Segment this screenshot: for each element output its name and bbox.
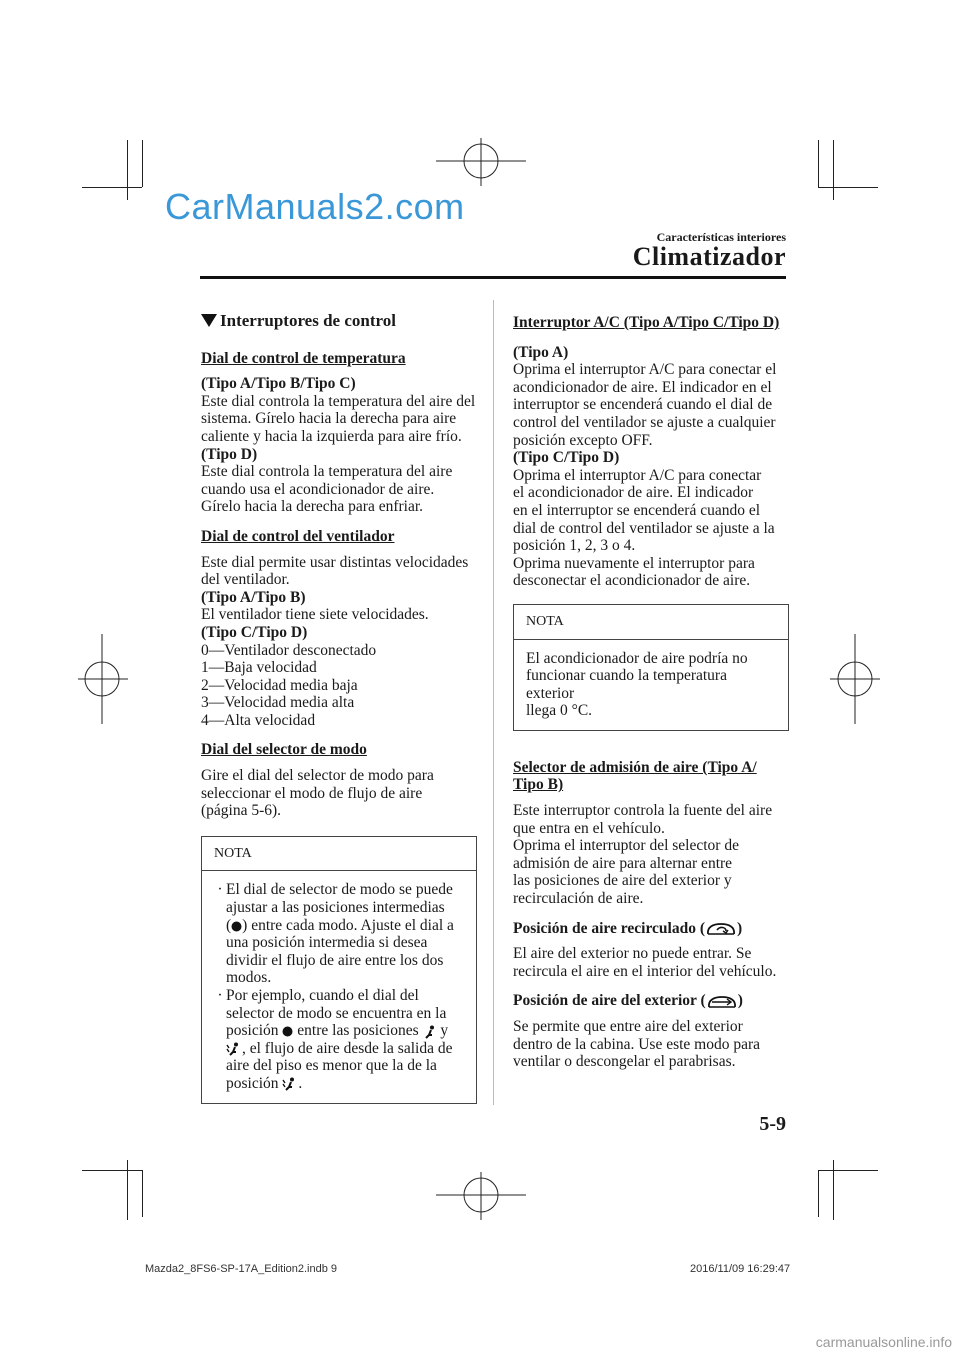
temp-type-abc: (Tipo A/Tipo B/Tipo C) (201, 375, 356, 393)
speed-item: 0—Ventilador desconectado (201, 641, 377, 659)
site-watermark[interactable]: CarManuals2.com (165, 186, 465, 227)
section-heading (201, 312, 477, 330)
text-line: modos. (226, 969, 272, 987)
text-line: llega 0 °C. (526, 702, 593, 720)
speed-item: 2—Velocidad media baja (201, 676, 358, 694)
text-line: El aire del exterior no puede entrar. Se (513, 945, 752, 963)
crop-mark (818, 187, 878, 188)
text-line: Oprima nuevamente el interruptor para (513, 554, 755, 572)
ac-heading: Interruptor A/C (Tipo A/Tipo C/Tipo D) (513, 314, 780, 331)
text-line: interruptor se encenderá cuando el dial de (513, 396, 773, 414)
text-line: ventilar o descongelar el parabrisas. (513, 1053, 736, 1071)
text-line: Por ejemplo, cuando el dial del (226, 987, 419, 1004)
temp-type-d: (Tipo D) (201, 445, 258, 463)
dot-icon (282, 1026, 293, 1037)
text-line: El acondicionador de aire podría no (526, 649, 748, 667)
text-line: dentro de la cabina. Use este modo para (513, 1035, 761, 1053)
text-line: en el interruptor se encenderá cuando el (513, 501, 761, 519)
dot-icon (231, 921, 242, 932)
header-rule (200, 276, 786, 279)
registration-mark-icon (436, 1172, 526, 1220)
text-line: aire del piso es menor que la de la (226, 1057, 437, 1075)
outside-air-icon (706, 994, 738, 1010)
text-line: ajustar a las posiciones intermedias (226, 899, 445, 917)
footer-filename: Mazda2_8FS6-SP-17A_Edition2.indb 9 (145, 1263, 338, 1275)
text-line: Este dial controla la temperatura del aire (201, 463, 453, 481)
note-bullet: · Por ejemplo, cuando el dial del selector de modo se encuentra en la posición entre las posiciones y , el flujo de aire desde la salida de aire del piso es menor que la de la posición . (217, 987, 453, 1092)
text-line: Este dial controla la temperatura del aire del (201, 392, 476, 410)
text-line: selector de modo se encuentra en la (226, 1004, 447, 1022)
text-line: el acondicionador de aire. El indicador (513, 484, 754, 502)
outside-heading: Posición de aire del exterior ( ) (513, 992, 743, 1010)
text-line: dividir el flujo de aire entre los dos (226, 951, 444, 969)
note-body (202, 871, 476, 1102)
text-line: (página 5-6). (201, 802, 282, 820)
text-line: que entra en el vehículo. (513, 819, 665, 837)
note-body (514, 640, 788, 730)
text-line: Se permite que entre aire del exterior (513, 1018, 743, 1035)
registration-mark-icon (830, 634, 880, 724)
text-line: Este interruptor controla la fuente del aire (513, 802, 773, 820)
text-line: Oprima el interruptor del selector de (513, 837, 739, 855)
footer-date: 2016/11/09 16:29:47 (690, 1263, 791, 1275)
crop-mark (833, 140, 834, 200)
triangle-icon (201, 314, 217, 327)
ac-type-a: (Tipo A) (513, 343, 569, 361)
floor-vent-icon (423, 1025, 437, 1039)
text-line: posición entre las posiciones y (226, 1022, 449, 1040)
speed-item: 1—Baja velocidad (201, 659, 317, 677)
mode-heading: Dial del selector de modo (201, 741, 367, 759)
crop-mark (127, 140, 128, 200)
note-title: NOTA (202, 837, 476, 872)
recirc-heading: Posición de aire recirculado ( ) (513, 919, 743, 937)
speed-item: 3—Velocidad media alta (201, 694, 355, 712)
text-line: cuando usa el acondicionador de aire. (201, 480, 435, 498)
note-box (513, 604, 789, 731)
text-line: desconectar el acondicionador de aire. (513, 572, 751, 590)
text-line: Oprima el interruptor A/C para conectar el (513, 361, 777, 379)
text-line: admisión de aire para alternar entre (513, 854, 733, 872)
text-line: sistema. Gírelo hacia la derecha para aire (201, 410, 457, 428)
text-line: las posiciones de aire del exterior y (513, 872, 732, 890)
speed-item: 4—Alta velocidad (201, 711, 316, 729)
fan-type-ab: (Tipo A/Tipo B) (201, 588, 306, 606)
section-label: Características interiores (656, 230, 786, 244)
temp-heading: Dial de control de temperatura (201, 349, 406, 367)
fan-type-cd: (Tipo C/Tipo D) (201, 623, 308, 641)
text-line: posición . (226, 1074, 303, 1092)
text-line: acondicionador de aire. El indicador en el (513, 378, 772, 396)
text-line: , el flujo de aire desde la salida de (226, 1040, 452, 1058)
registration-mark-icon (78, 634, 128, 724)
registration-mark-icon (436, 138, 526, 186)
text-line: Gire el dial del selector de modo para (201, 767, 434, 785)
crop-mark (818, 1170, 819, 1217)
text-line: recirculación de aire. (513, 890, 644, 908)
crop-mark (127, 1160, 128, 1220)
crop-mark (818, 1170, 878, 1171)
text-line: ( ) entre cada modo. Ajuste el dial a (226, 916, 454, 934)
section-heading-text: Interruptores de control (220, 311, 396, 330)
text-line: caliente y hacia la izquierda para aire frío. (201, 427, 462, 445)
page-number: 5-9 (759, 1113, 786, 1135)
crop-mark (82, 1170, 142, 1171)
text-line: El ventilador tiene siete velocidades. (201, 606, 429, 624)
text-line: seleccionar el modo de flujo de aire (201, 784, 423, 802)
crop-mark (142, 140, 143, 187)
text-line: posición excepto OFF. (513, 431, 653, 449)
text-line: control del ventilador se ajuste a cualquier (513, 413, 776, 431)
left-column (201, 312, 477, 1104)
crop-mark (82, 187, 142, 188)
text-line: una posición intermedia si desea (226, 934, 428, 952)
text-line: posición 1, 2, 3 o 4. (513, 537, 636, 555)
intake-heading: Tipo B) (513, 776, 564, 794)
text-line: dial de control del ventilador se ajuste a la (513, 519, 775, 537)
fan-heading: Dial de control del ventilador (201, 527, 395, 545)
recirculation-icon (705, 921, 737, 937)
text-line: Este dial permite usar distintas velocidades (201, 553, 469, 571)
text-line: El dial de selector de modo se puede (226, 881, 453, 899)
floor-defrost-icon (282, 1077, 298, 1091)
right-column (513, 314, 789, 1071)
text-line: recircula el aire en el interior del vehículo. (513, 962, 777, 980)
page-title: Climatizador (632, 242, 786, 271)
note-bullet: · El dial de selector de modo se puede ajustar a las posiciones intermedias ( ) entre cada modo. Ajuste el dial a una posición intermedia si desea dividir el flujo de aire entre los dos modos. (217, 881, 454, 987)
floor-defrost-icon (226, 1042, 242, 1056)
column-divider (493, 300, 494, 1105)
ac-type-cd: (Tipo C/Tipo D) (513, 449, 620, 467)
crop-mark (818, 140, 819, 187)
crop-mark (833, 1160, 834, 1220)
text-line: Oprima el interruptor A/C para conectar (513, 466, 762, 484)
text-line: del ventilador. (201, 571, 290, 589)
crop-mark (142, 1170, 143, 1217)
text-line: Gírelo hacia la derecha para enfriar. (201, 498, 424, 516)
note-box (201, 836, 477, 1104)
intake-heading: Selector de admisión de aire (Tipo A/ (513, 758, 757, 776)
note-title: NOTA (514, 605, 788, 640)
text-line: funcionar cuando la temperatura exterior (526, 667, 727, 702)
site-watermark-bottom[interactable]: carmanualsonline.info (815, 1334, 952, 1350)
